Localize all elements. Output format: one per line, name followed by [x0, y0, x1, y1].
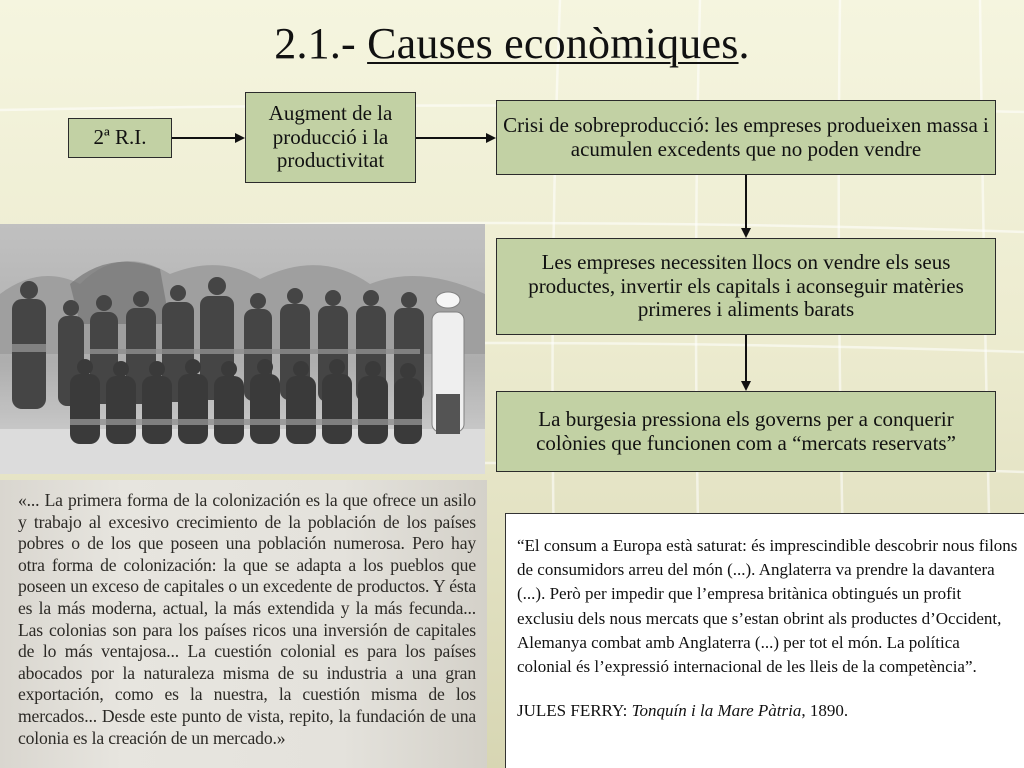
title-main: Causes econòmiques: [367, 19, 739, 68]
arrowhead-3: [741, 228, 751, 238]
slide-title: [0, 18, 1024, 69]
arrow-line-2: [416, 137, 487, 139]
title-end: .: [738, 19, 750, 68]
arrow-line-4: [745, 335, 747, 381]
arrow-line-3: [745, 175, 747, 228]
box-crisis: Crisi de sobreproducció: les empreses produeixen massa i acumulen excedents que no poden vendre: [496, 100, 996, 175]
arrowhead-1: [235, 133, 245, 143]
quote-year: , 1890.: [801, 701, 849, 721]
box-production: Augment de la producció i la productivitat: [245, 92, 416, 183]
scanned-text: «... La primera forma de la colonización es la que ofrece un asilo y trabajo al excesivo crecimiento de la población de los países pobres o de los que poseen una población numerosa. Pero hay otra forma de colonización: la que se adapta a los pueblos que poseen un exceso de capitales o un excedente de productos. Y ésta es la más moderna, actual, la más extendida y la más fecunda... Las colonias son para los países ricos una inversión de capitales de lo más ventajosa... La cuestión colonial es para los países abocados por la naturaleza misma de su industria a una gran exportación, como es la nuestra, la cuestión misma de los mercados... Desde este punto de vista, repito, la fundación de una colonia es la creación de un mercado.»: [18, 490, 476, 748]
arrow-line-1: [172, 137, 236, 139]
arrowhead-2: [486, 133, 496, 143]
box-needs: Les empreses necessiten llocs on vendre els seus productes, invertir els capitals i aconseguir matèries primeres i aliments barats: [496, 238, 996, 335]
box-revolution: 2ª R.I.: [68, 118, 172, 158]
quote-separator: :: [622, 701, 632, 721]
scanned-document-excerpt: [0, 480, 487, 768]
quote-text: “El consum a Europa està saturat: és imprescindible descobrir nous filons de consumidors arreu del món (...). Anglaterra va prendre la davantera (...). Però per impedir que l’empresa britànica obtingués un profit exclusiu dels nous mercats que s’estan obrint als productes d’Occident, Alemanya combat amb Anglaterra (...) per tot el món. La política colonial és l’expressió internacional de les lleis de la competència”.: [517, 536, 1018, 677]
title-number: 2.1.-: [274, 19, 368, 68]
quote-box: [505, 513, 1024, 768]
historical-photo: [0, 224, 485, 474]
quote-author: JULES FERRY: [517, 701, 623, 721]
arrowhead-4: [741, 381, 751, 391]
box-bourgeoisie: La burgesia pressiona els governs per a conquerir colònies que funcionen com a “mercats reservats”: [496, 391, 996, 472]
quote-work: Tonquín i la Mare Pàtria: [631, 701, 802, 721]
quote-citation: [517, 699, 1018, 723]
